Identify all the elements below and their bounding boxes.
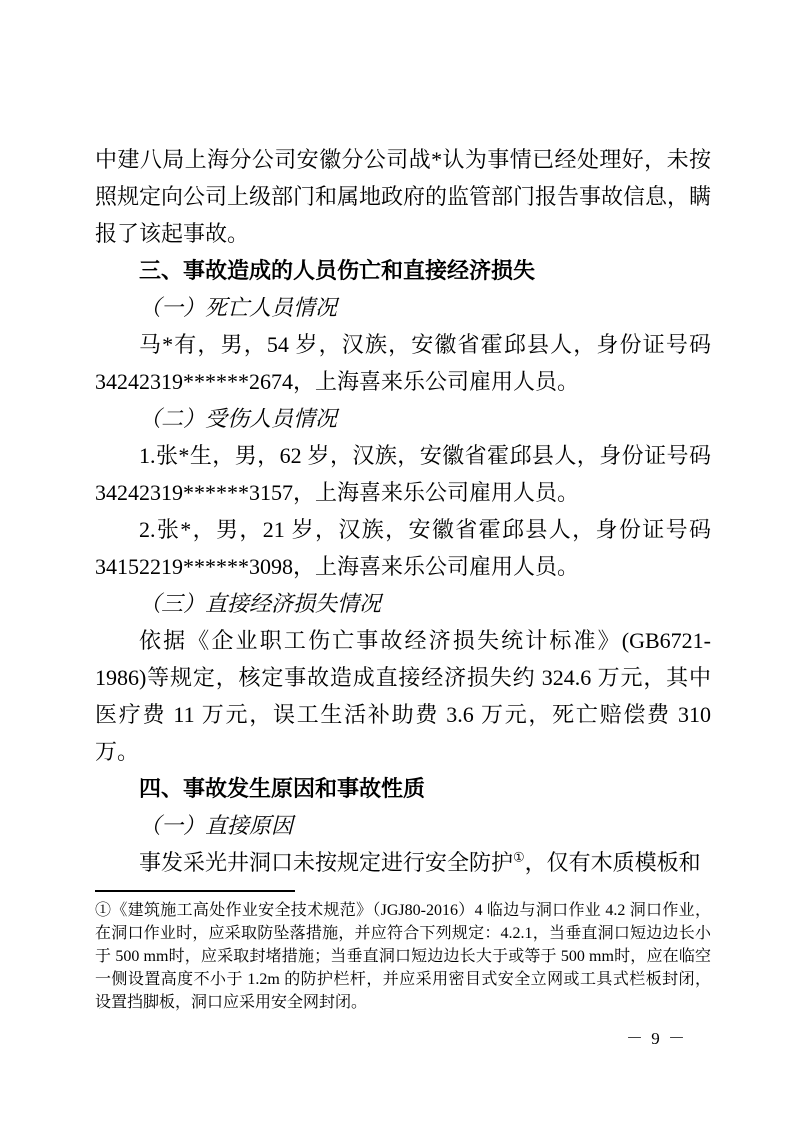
footnote-area bbox=[95, 890, 711, 1014]
page-number: － 9 － bbox=[626, 1029, 687, 1048]
paragraph-direct-cause-text: 事发采光井洞口未按规定进行安全防护 bbox=[139, 850, 514, 875]
heading-deceased-persons: （一）死亡人员情况 bbox=[139, 295, 338, 320]
heading-section-3: 三、事故造成的人员伤亡和直接经济损失 bbox=[139, 258, 536, 283]
heading-injured-persons: （二）受伤人员情况 bbox=[139, 406, 338, 431]
footnote-text: ①《建筑施工高处作业安全技术规范》（JGJ80-2016）4 临边与洞口作业 4.2 洞口作业，在洞口作业时，应采取防坠落措施，并应符合下列规定：4.2.1，当垂直洞口短边边长小于 500 mm时，应采取封堵措施；当垂直洞口短边边长大于或等于 500 mm时，应在临空一侧设置高度不小于 1.2m 的防护栏杆，并应采用密目式安全立网或工具式栏板封闭，设置挡脚板，洞口应采用安全网封闭。 bbox=[95, 902, 711, 1011]
paragraph-concealment: 中建八局上海分公司安徽分公司战*认为事情已经处理好，未按照规定向公司上级部门和属地政府的监管部门报告事故信息，瞒报了该起事故。 bbox=[95, 147, 712, 246]
heading-section-4: 四、事故发生原因和事故性质 bbox=[139, 776, 426, 801]
paragraph-injured-person-2: 2.张*，男，21 岁，汉族，安徽省霍邱县人，身份证号码34152219******3098，上海喜来乐公司雇用人员。 bbox=[95, 517, 711, 579]
paragraph-injured-person-1: 1.张*生，男，62 岁，汉族，安徽省霍邱县人，身份证号码34242319******3157，上海喜来乐公司雇用人员。 bbox=[95, 443, 711, 505]
footnote-divider bbox=[95, 890, 295, 892]
paragraph-deceased-person: 马*有，男，54 岁，汉族，安徽省霍邱县人，身份证号码34242319******2674，上海喜来乐公司雇用人员。 bbox=[95, 332, 711, 394]
footnote-reference-1: ① bbox=[513, 849, 525, 865]
paragraph-economic-loss: 依据《企业职工伤亡事故经济损失统计标准》(GB6721-1986)等规定，核定事故造成直接经济损失约 324.6 万元，其中医疗费 11 万元，误工生活补助费 3.6 万元，死亡赔偿费 310 万。 bbox=[95, 628, 711, 764]
paragraph-direct-cause bbox=[95, 844, 711, 881]
document-body bbox=[95, 141, 711, 881]
paragraph-direct-cause-continuation: ，仅有木质模板和 bbox=[524, 850, 701, 875]
heading-direct-cause: （一）直接原因 bbox=[139, 813, 294, 838]
heading-economic-loss: （三）直接经济损失情况 bbox=[139, 591, 382, 616]
